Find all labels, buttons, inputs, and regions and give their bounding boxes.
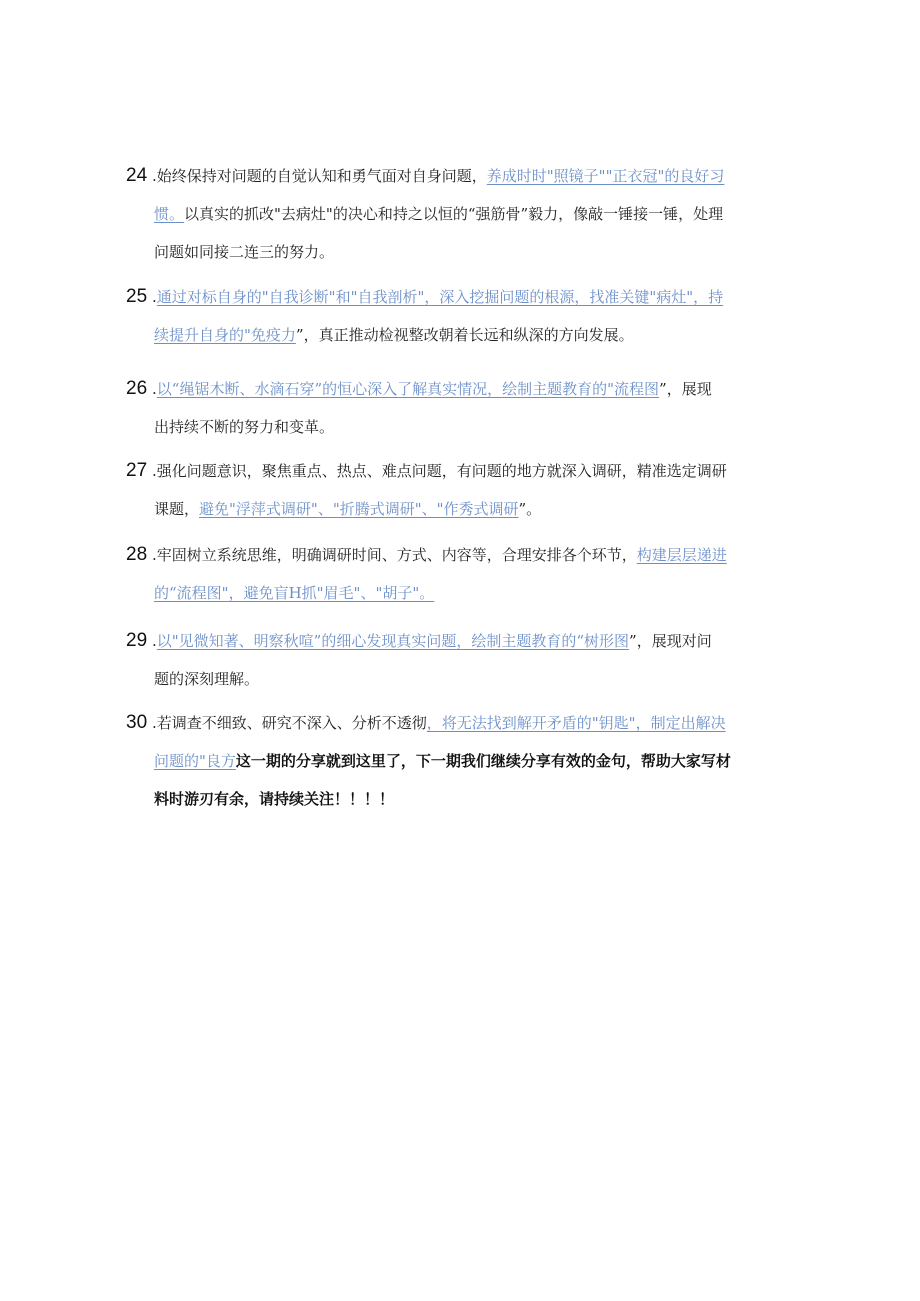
list-item-26: [126, 370, 776, 446]
item-text: 课题，: [154, 500, 200, 518]
list-item-29: [126, 622, 776, 698]
item-line: [126, 452, 776, 490]
item-text: ”，真正推动检视整改朝着长远和纵深的方向发展。: [295, 326, 634, 344]
item-link[interactable]: ，将无法找到解开矛盾的"钥匙"，制定出解决: [426, 714, 726, 732]
item-number: 29: [126, 630, 148, 651]
item-link[interactable]: 养成时时"照镜子""正衣冠"的良好习: [486, 167, 725, 185]
item-text: 以真实的抓改"去病灶"的决心和持之以恒的“强筋骨”毅力，像敲一锤接一锤，处理: [184, 205, 724, 223]
item-link[interactable]: 惯。: [154, 205, 185, 223]
item-text: .牢固树立系统思维，明确调研时间、方式、内容等，合理安排各个环节，: [152, 546, 637, 564]
closing-message: 料时游刃有余，请持续关注！！！！: [154, 790, 395, 808]
item-link[interactable]: 的“流程图"，避免盲H抓"眉毛"、"胡子"。: [154, 584, 435, 602]
list-item-27: [126, 452, 776, 528]
item-number: 30: [126, 712, 148, 733]
item-number: 28: [126, 544, 148, 565]
item-text: .: [152, 380, 157, 398]
item-line: [126, 742, 776, 780]
item-line: [126, 780, 776, 818]
item-text: ”，展现对问: [629, 632, 712, 650]
item-line: [126, 574, 776, 612]
item-link[interactable]: 通过对标自身的"自我诊断"和"自我剖析"，深入挖掘问题的根源，找准关键"病灶"，持: [156, 288, 724, 306]
item-text: .强化问题意识，聚焦重点、热点、难点问题，有问题的地方就深入调研，精准选定调研: [152, 462, 727, 480]
item-link[interactable]: 构建层层递进: [636, 546, 727, 564]
item-line: [126, 157, 776, 195]
item-link[interactable]: 以"见微知著、明察秋喧”的细心发现真实问题，绘制主题教育的“树形图: [156, 632, 630, 650]
item-text: .若调查不细致、研究不深入、分析不透彻: [152, 714, 427, 732]
item-text: 问题如同接二连三的努力。: [154, 243, 335, 261]
item-line: [126, 408, 776, 446]
item-text: 题的深刻理解。: [154, 670, 260, 688]
item-link[interactable]: 问题的"良方: [154, 752, 236, 770]
item-line: [126, 316, 776, 354]
item-text: .: [152, 288, 157, 306]
list-item-24: [126, 157, 776, 271]
item-number: 24: [126, 165, 148, 186]
item-line: [126, 195, 776, 233]
item-text: .始终保持对问题的自觉认知和勇气面对自身问题，: [152, 167, 487, 185]
item-line: [126, 704, 776, 742]
item-line: [126, 490, 776, 528]
item-number: 26: [126, 378, 148, 399]
item-text: .: [152, 632, 157, 650]
list-item-28: [126, 536, 776, 612]
item-line: [126, 536, 776, 574]
item-line: [126, 622, 776, 660]
item-link[interactable]: 以“绳锯木断、水滴石穿”的恒心深入了解真实情况，绘制主题教育的"流程图: [156, 380, 660, 398]
item-line: [126, 660, 776, 698]
item-line: [126, 233, 776, 271]
list-item-30: [126, 704, 776, 818]
item-text: 出持续不断的努力和变革。: [154, 418, 335, 436]
item-link[interactable]: 避免"浮萍式调研"、"折腾式调研"、"作秀式调研: [199, 500, 519, 518]
item-text: ”。: [518, 500, 542, 518]
closing-message: 这一期的分享就到这里了，下一期我们继续分享有效的金句，帮助大家写材: [235, 752, 731, 770]
item-number: 25: [126, 286, 148, 307]
list-item-25: [126, 278, 776, 354]
item-line: [126, 278, 776, 316]
item-text: ”，展现: [659, 380, 712, 398]
item-link[interactable]: 续提升自身的"免疫力: [154, 326, 296, 344]
item-line: [126, 370, 776, 408]
item-number: 27: [126, 460, 148, 481]
